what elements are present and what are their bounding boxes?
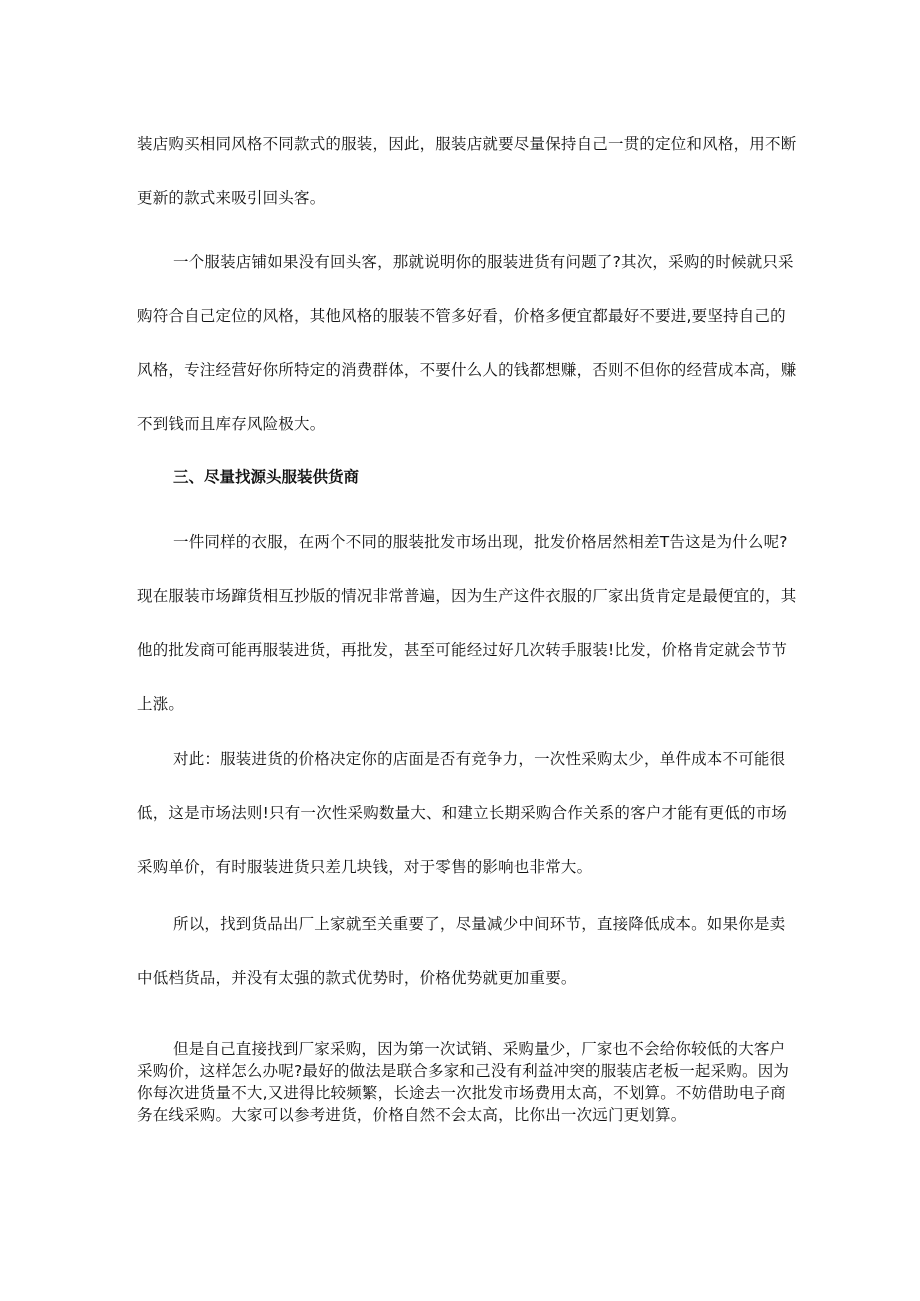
paragraph-line: 上涨。 — [137, 695, 185, 713]
paragraph-line: 购符合自己定位的风格，其他风格的服装不管多好看，价格多便宜都最好不要进,要坚持自己的 — [137, 307, 786, 325]
section-heading: 三、尽量找源头服装供货商 — [173, 468, 360, 486]
paragraph-line: 风格，专注经营好你所特定的消费群体，不要什么人的钱都想赚，否则不但你的经营成本高，赚 — [137, 361, 797, 379]
paragraph-line: 低，这是市场法则!只有一次性采购数量大、和建立长期采购合作关系的客户才能有更低的市场 — [137, 804, 788, 822]
paragraph-line: 一个服装店铺如果没有回头客，那就说明你的服装进货有问题了?其次，采购的时候就只采 — [173, 253, 794, 271]
paragraph-line: 对此：服装进货的价格决定你的店面是否有竞争力，一次性采购太少，单件成本不可能很 — [173, 750, 786, 768]
paragraph-line: 采购价，这样怎么办呢?最好的做法是联合多家和己没有利益冲突的服装店老板一起采购。因为 — [137, 1062, 790, 1080]
paragraph-line: 装店购买相同风格不同款式的服装，因此，服装店就要尽量保持自己一贯的定位和风格，用不断 — [137, 135, 797, 153]
paragraph-line: 但是自己直接找到厂家采购，因为第一次试销、采购量少，厂家也不会给你较低的大客户 — [173, 1040, 786, 1058]
paragraph-line: 更新的款式来吸引回头客。 — [137, 189, 326, 207]
paragraph-line: 中低档货品，并没有太强的款式优势时，价格优势就更加重要。 — [137, 969, 577, 987]
paragraph-6 — [137, 1038, 789, 1126]
paragraph-line: 不到钱而且库存风险极大。 — [137, 415, 326, 433]
paragraph-line: 现在服装市场蹿货相互抄版的情况非常普遍，因为生产这件衣服的厂家出货肯定是最便宜的，其 — [137, 587, 797, 605]
paragraph-5 — [137, 897, 789, 1005]
paragraph-1 — [137, 117, 797, 225]
paragraph-line: 他的批发商可能再服装进货，再批发，甚至可能经过好几次转手服装!比发，价格肯定就会节节 — [137, 641, 788, 659]
paragraph-line: 一件同样的衣服，在两个不同的服装批发市场出现，批发价格居然相差T告这是为什么呢? — [173, 533, 788, 551]
paragraph-3 — [137, 515, 797, 731]
paragraph-2 — [137, 235, 797, 451]
paragraph-line: 所以，找到货品出厂上家就至关重要了，尽量减少中间环节，直接降低成本。如果你是卖 — [173, 915, 786, 933]
paragraph-line: 务在线采购。大家可以参考进货，价格自然不会太高，比你出一次远门更划算。 — [137, 1106, 687, 1124]
paragraph-4 — [137, 732, 789, 894]
paragraph-line: 你每次进货量不大,又进得比较频繁，长途去一次批发市场费用太高，不划算。不妨借助电子商 — [137, 1084, 786, 1102]
paragraph-line: 采购单价，有时服装进货只差几块钱，对于零售的影响也非常大。 — [137, 858, 593, 876]
